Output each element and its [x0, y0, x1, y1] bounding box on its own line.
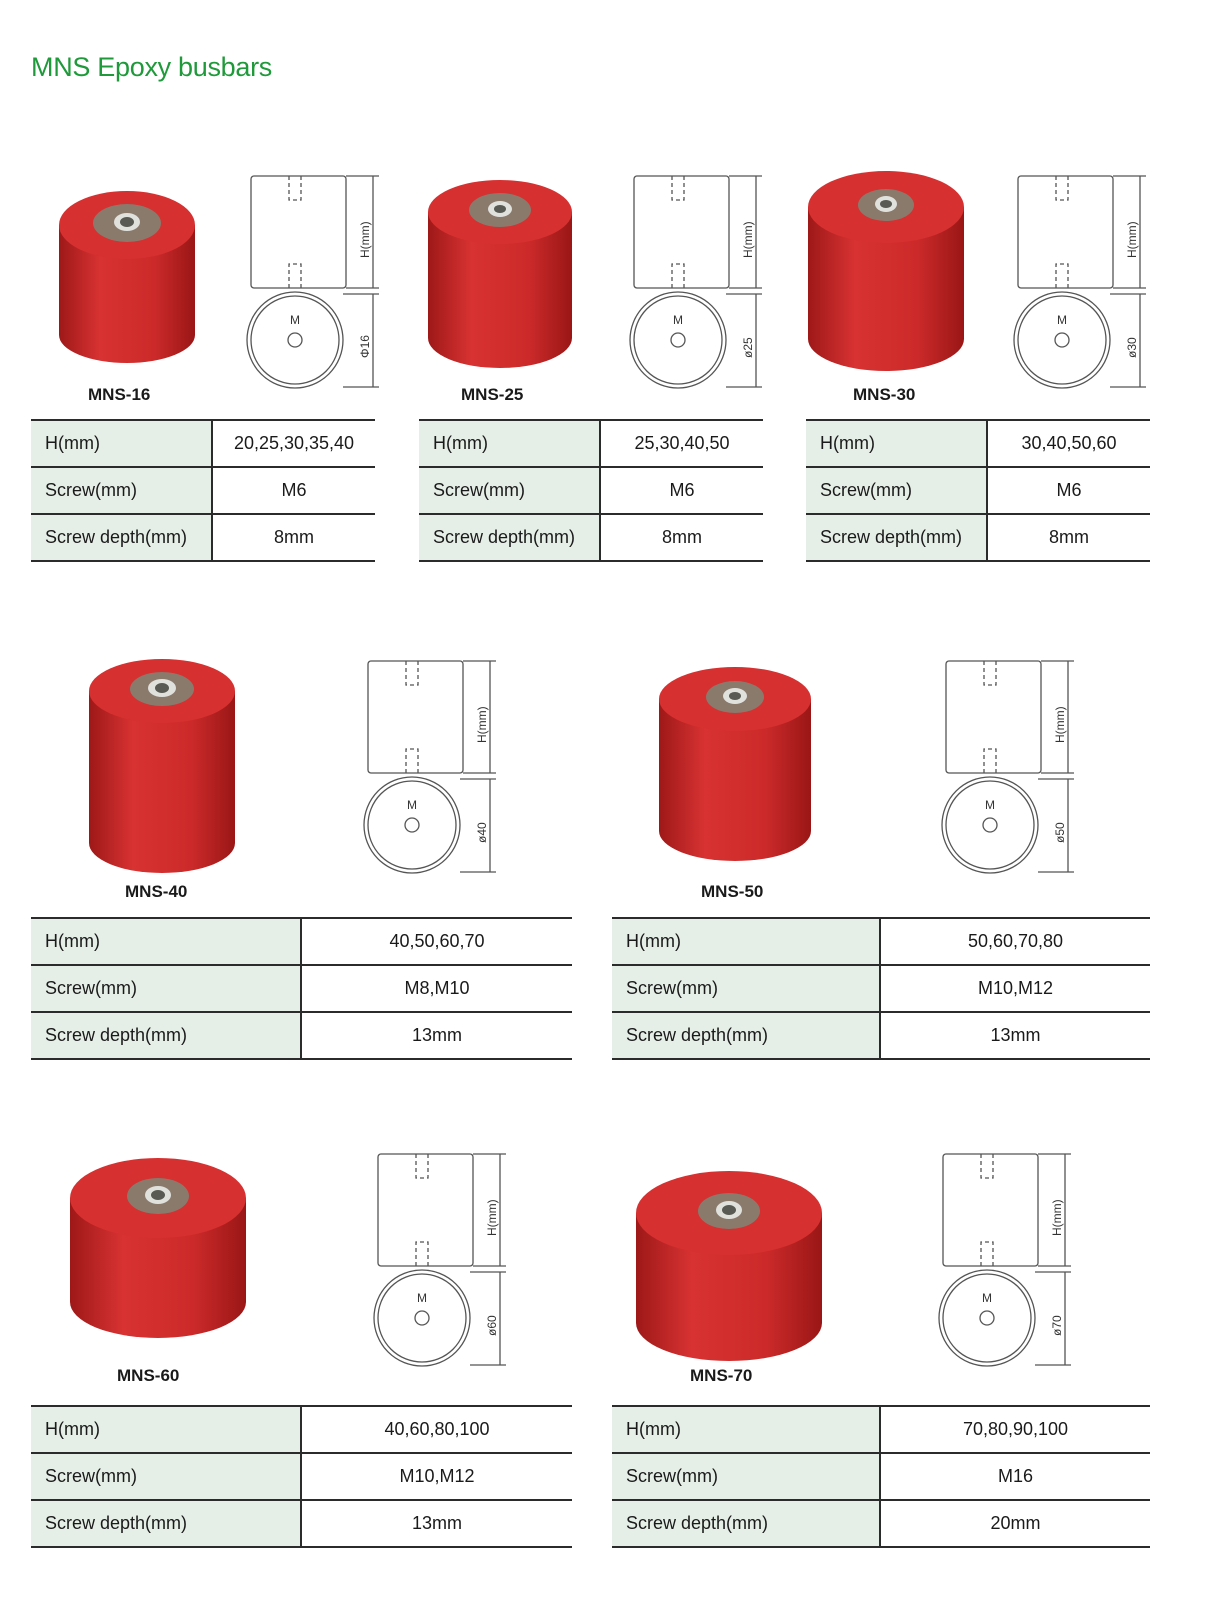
row-value: 40,60,80,100 — [301, 1406, 572, 1453]
height-label: H(mm) — [485, 1199, 499, 1236]
diameter-label: ø40 — [475, 822, 489, 843]
row-label: Screw depth(mm) — [806, 514, 987, 561]
product-name: MNS-50 — [701, 882, 764, 901]
busbar-photo — [423, 176, 578, 371]
table-row — [31, 918, 572, 965]
spec-table — [612, 1405, 1150, 1548]
row-value: M6 — [212, 467, 375, 514]
row-label: Screw(mm) — [31, 467, 212, 514]
busbar-drawing — [938, 657, 1078, 877]
product-name: MNS-70 — [690, 1366, 753, 1385]
spec-table — [31, 917, 572, 1060]
table-row — [31, 514, 375, 561]
table-row — [31, 1012, 572, 1059]
busbar-drawing — [626, 172, 766, 392]
table-row — [612, 918, 1150, 965]
table-row — [31, 467, 375, 514]
height-label: H(mm) — [358, 221, 372, 258]
height-label: H(mm) — [1053, 706, 1067, 743]
row-value: M6 — [600, 467, 763, 514]
busbar-photo — [655, 663, 815, 863]
row-value: 40,50,60,70 — [301, 918, 572, 965]
row-label: H(mm) — [612, 1406, 880, 1453]
row-label: Screw(mm) — [31, 1453, 301, 1500]
spec-table — [612, 917, 1150, 1060]
table-row — [31, 1500, 572, 1547]
busbar-photo — [52, 185, 202, 370]
table-row — [612, 965, 1150, 1012]
row-value: 25,30,40,50 — [600, 420, 763, 467]
row-value: M6 — [987, 467, 1150, 514]
table-row — [419, 514, 763, 561]
table-row — [806, 514, 1150, 561]
diameter-label: ø60 — [485, 1315, 499, 1336]
busbar-photo — [85, 655, 240, 875]
row-label: Screw depth(mm) — [612, 1500, 880, 1547]
row-label: H(mm) — [806, 420, 987, 467]
row-label: Screw depth(mm) — [612, 1012, 880, 1059]
row-value: M10,M12 — [880, 965, 1150, 1012]
product-name: MNS-30 — [853, 385, 916, 404]
table-row — [31, 1406, 572, 1453]
diameter-label: ø70 — [1050, 1315, 1064, 1336]
busbar-photo — [804, 167, 969, 375]
row-value: M10,M12 — [301, 1453, 572, 1500]
row-label: Screw depth(mm) — [31, 1500, 301, 1547]
row-label: Screw(mm) — [612, 1453, 880, 1500]
diameter-label: ø50 — [1053, 822, 1067, 843]
spec-table — [806, 419, 1150, 562]
thread-label: M — [673, 313, 683, 327]
row-value: 8mm — [987, 514, 1150, 561]
row-value: 70,80,90,100 — [880, 1406, 1150, 1453]
table-row — [31, 420, 375, 467]
busbar-drawing — [370, 1150, 510, 1370]
row-value: 13mm — [301, 1500, 572, 1547]
row-value: 20mm — [880, 1500, 1150, 1547]
busbar-drawing — [360, 657, 500, 877]
height-label: H(mm) — [475, 706, 489, 743]
height-label: H(mm) — [1050, 1199, 1064, 1236]
product-name: MNS-40 — [125, 882, 188, 901]
spec-table — [31, 419, 375, 562]
diameter-label: ø30 — [1125, 337, 1139, 358]
table-row — [612, 1453, 1150, 1500]
busbar-photo — [66, 1152, 251, 1342]
busbar-drawing — [243, 172, 383, 392]
table-row — [612, 1012, 1150, 1059]
diameter-label: ø25 — [741, 337, 755, 358]
thread-label: M — [290, 313, 300, 327]
table-row — [31, 1453, 572, 1500]
table-row — [612, 1500, 1150, 1547]
busbar-photo — [632, 1165, 827, 1365]
height-label: H(mm) — [1125, 221, 1139, 258]
row-label: H(mm) — [31, 1406, 301, 1453]
spec-table — [31, 1405, 572, 1548]
row-value: 50,60,70,80 — [880, 918, 1150, 965]
row-value: M16 — [880, 1453, 1150, 1500]
row-value: M8,M10 — [301, 965, 572, 1012]
row-value: 30,40,50,60 — [987, 420, 1150, 467]
row-label: Screw(mm) — [31, 965, 301, 1012]
thread-label: M — [1057, 313, 1067, 327]
table-row — [806, 467, 1150, 514]
diameter-label: Φ16 — [358, 335, 372, 358]
thread-label: M — [982, 1291, 992, 1305]
row-value: 13mm — [880, 1012, 1150, 1059]
page-title: MNS Epoxy busbars — [31, 52, 272, 82]
row-value: 13mm — [301, 1012, 572, 1059]
row-label: H(mm) — [612, 918, 880, 965]
product-name: MNS-16 — [88, 385, 151, 404]
busbar-drawing — [935, 1150, 1075, 1370]
table-row — [612, 1406, 1150, 1453]
row-label: Screw depth(mm) — [31, 514, 212, 561]
row-label: H(mm) — [31, 918, 301, 965]
table-row — [806, 420, 1150, 467]
height-label: H(mm) — [741, 221, 755, 258]
row-label: Screw depth(mm) — [419, 514, 600, 561]
row-label: Screw(mm) — [612, 965, 880, 1012]
row-label: H(mm) — [419, 420, 600, 467]
thread-label: M — [985, 798, 995, 812]
row-value: 8mm — [600, 514, 763, 561]
thread-label: M — [407, 798, 417, 812]
busbar-drawing — [1010, 172, 1150, 392]
thread-label: M — [417, 1291, 427, 1305]
spec-table — [419, 419, 763, 562]
row-value: 8mm — [212, 514, 375, 561]
table-row — [419, 420, 763, 467]
product-name: MNS-60 — [117, 1366, 180, 1385]
row-label: Screw(mm) — [419, 467, 600, 514]
row-label: Screw(mm) — [806, 467, 987, 514]
product-name: MNS-25 — [461, 385, 524, 404]
row-value: 20,25,30,35,40 — [212, 420, 375, 467]
table-row — [31, 965, 572, 1012]
table-row — [419, 467, 763, 514]
row-label: Screw depth(mm) — [31, 1012, 301, 1059]
row-label: H(mm) — [31, 420, 212, 467]
